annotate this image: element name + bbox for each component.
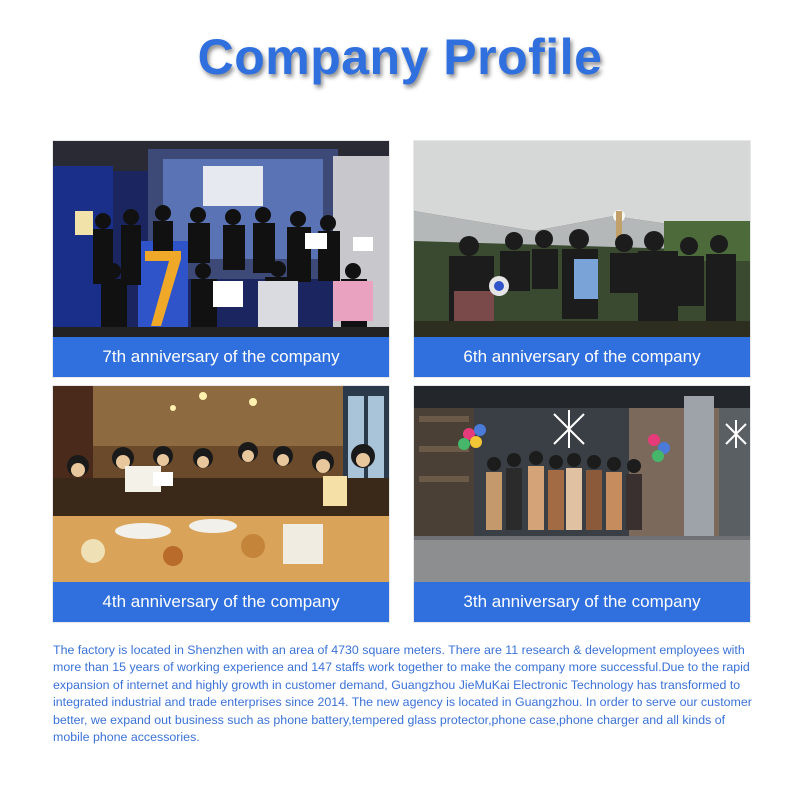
anniversary-card-6th [414, 141, 750, 377]
anniversary-photo-4th [53, 386, 389, 582]
anniversary-caption-6th: 6th anniversary of the company [414, 337, 750, 377]
anniversary-caption-3th: 3th anniversary of the company [414, 582, 750, 622]
page-title: Company Profile [197, 29, 603, 85]
company-description: The factory is located in Shenzhen with an area of 4730 square meters. There are 11 research & development employees with more than 15 years of working experience and 147 staffs work together to make the company more successful.Due to the rapid expansion of internet and highly growth in customer demand, Guangzhou JieMuKai Electronic Technology has transformed to integrated industrial and trade enterprises since 2014. The new agency is located in Guangzhou. In order to serve our customer better, we expand out business such as phone battery,tempered glass protector,phone case,phone charger and all kinds of mobile phone accessories. [53, 643, 752, 745]
anniversary-photo-6th [414, 141, 750, 337]
anniversary-photo-7th [53, 141, 389, 337]
anniversary-caption-4th: 4th anniversary of the company [53, 582, 389, 622]
anniversary-card-7th [53, 141, 389, 377]
anniversary-photo-3th [414, 386, 750, 582]
anniversary-card-4th [53, 386, 389, 622]
anniversary-card-3th [414, 386, 750, 622]
anniversary-caption-7th: 7th anniversary of the company [53, 337, 389, 377]
